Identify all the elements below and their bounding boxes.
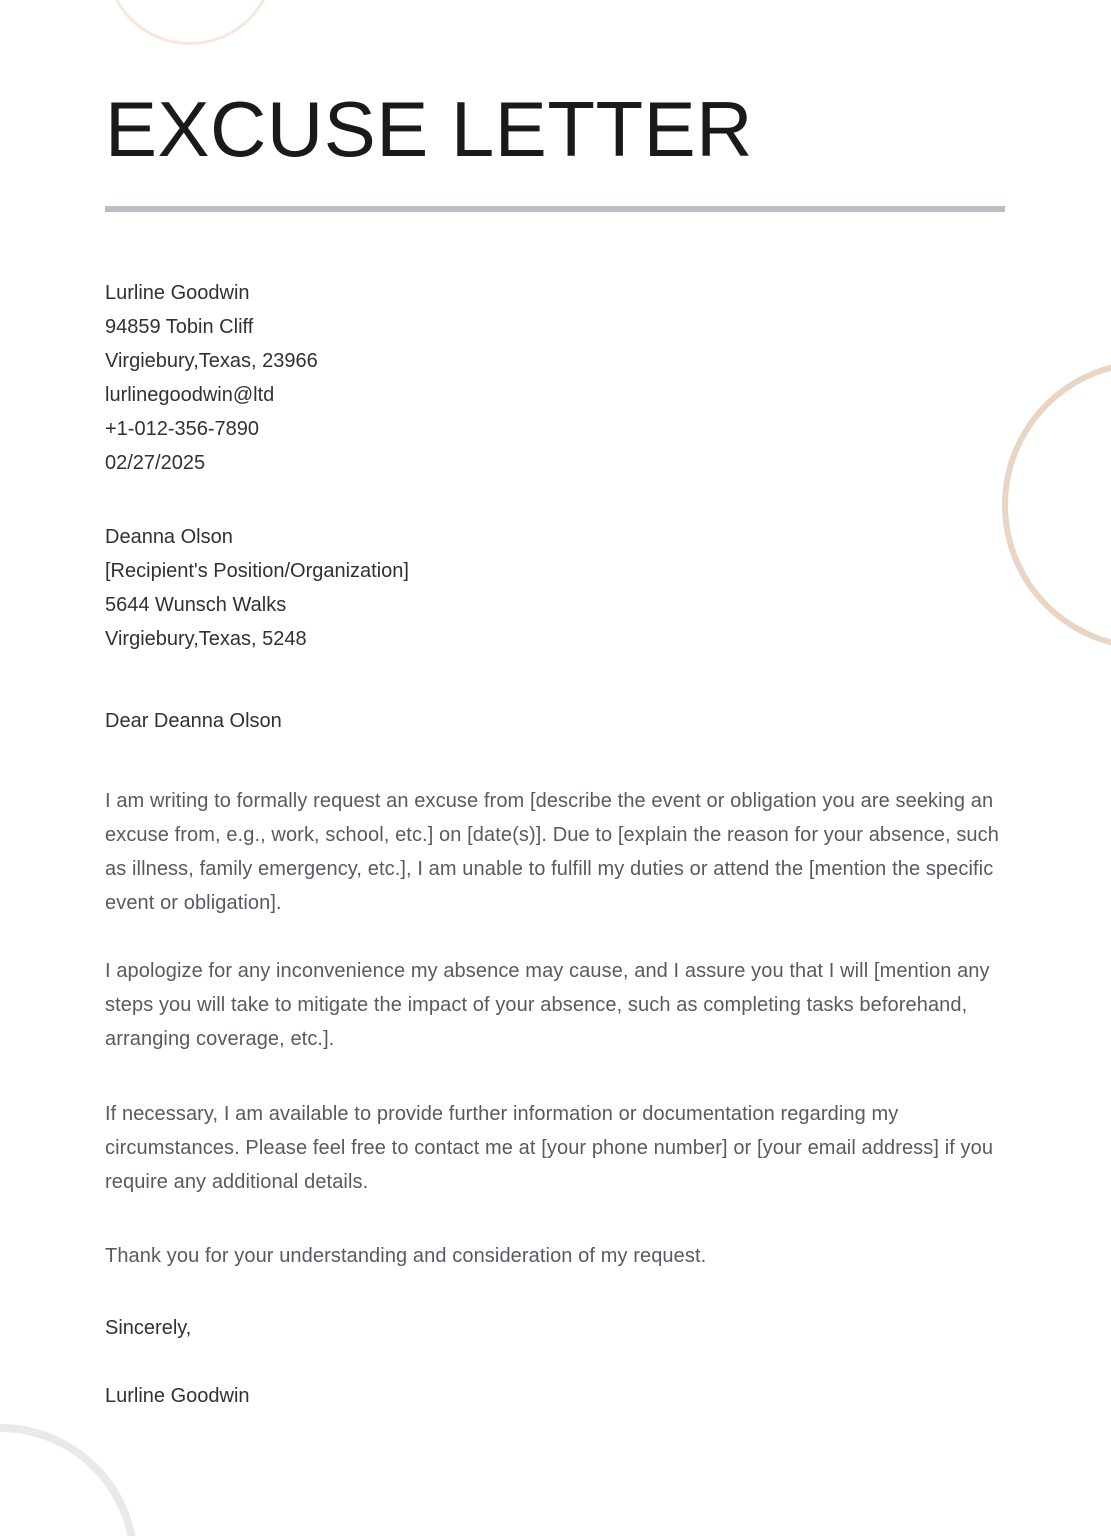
letter-date: 02/27/2025 [105,452,206,474]
title-divider [105,206,1005,212]
salutation: Dear Deanna Olson [105,710,282,732]
sender-email: lurlinegoodwin@ltd [105,384,275,406]
body-paragraph-3: If necessary, I am available to provide further information or documentation regarding my circumstances. Please feel free to contact me at [your phone number] or [your email address] if you require any additional details. [105,1103,994,1193]
sender-city-state-zip: Virgiebury,Texas, 23966 [105,350,318,372]
sender-street: 94859 Tobin Cliff [105,316,254,338]
closing: Sincerely, [105,1317,192,1339]
recipient-street: 5644 Wunsch Walks [105,594,287,616]
recipient-block [105,520,1005,656]
sender-block [105,276,1005,480]
letter-content [105,0,1005,1413]
page-title: EXCUSE LETTER [105,85,753,173]
body-paragraph-2: I apologize for any inconvenience my absence may cause, and I assure you that I will [mention any steps you will take to mitigate the impact of your absence, such as completing tasks beforehand, arranging coverage, etc.]. [105,960,990,1050]
decorative-circle-right [1002,360,1111,650]
body-paragraph-4: Thank you for your understanding and consideration of my request. [105,1245,707,1267]
sender-name: Lurline Goodwin [105,282,250,304]
signature-name: Lurline Goodwin [105,1385,250,1407]
recipient-city-state-zip: Virgiebury,Texas, 5248 [105,628,307,650]
decorative-circle-bottom-left [0,1424,138,1536]
recipient-name: Deanna Olson [105,526,233,548]
body-paragraph-1: I am writing to formally request an excuse from [describe the event or obligation you are seeking an excuse from, e.g., work, school, etc.] on [date(s)]. Due to [explain the reason for your absence, such as illness, family emergency, etc.], I am unable to fulfill my duties or attend the [mention the specific event or obligation]. [105,790,999,914]
sender-phone: +1-012-356-7890 [105,418,260,440]
recipient-position-placeholder: [Recipient's Position/Organization] [105,560,409,582]
